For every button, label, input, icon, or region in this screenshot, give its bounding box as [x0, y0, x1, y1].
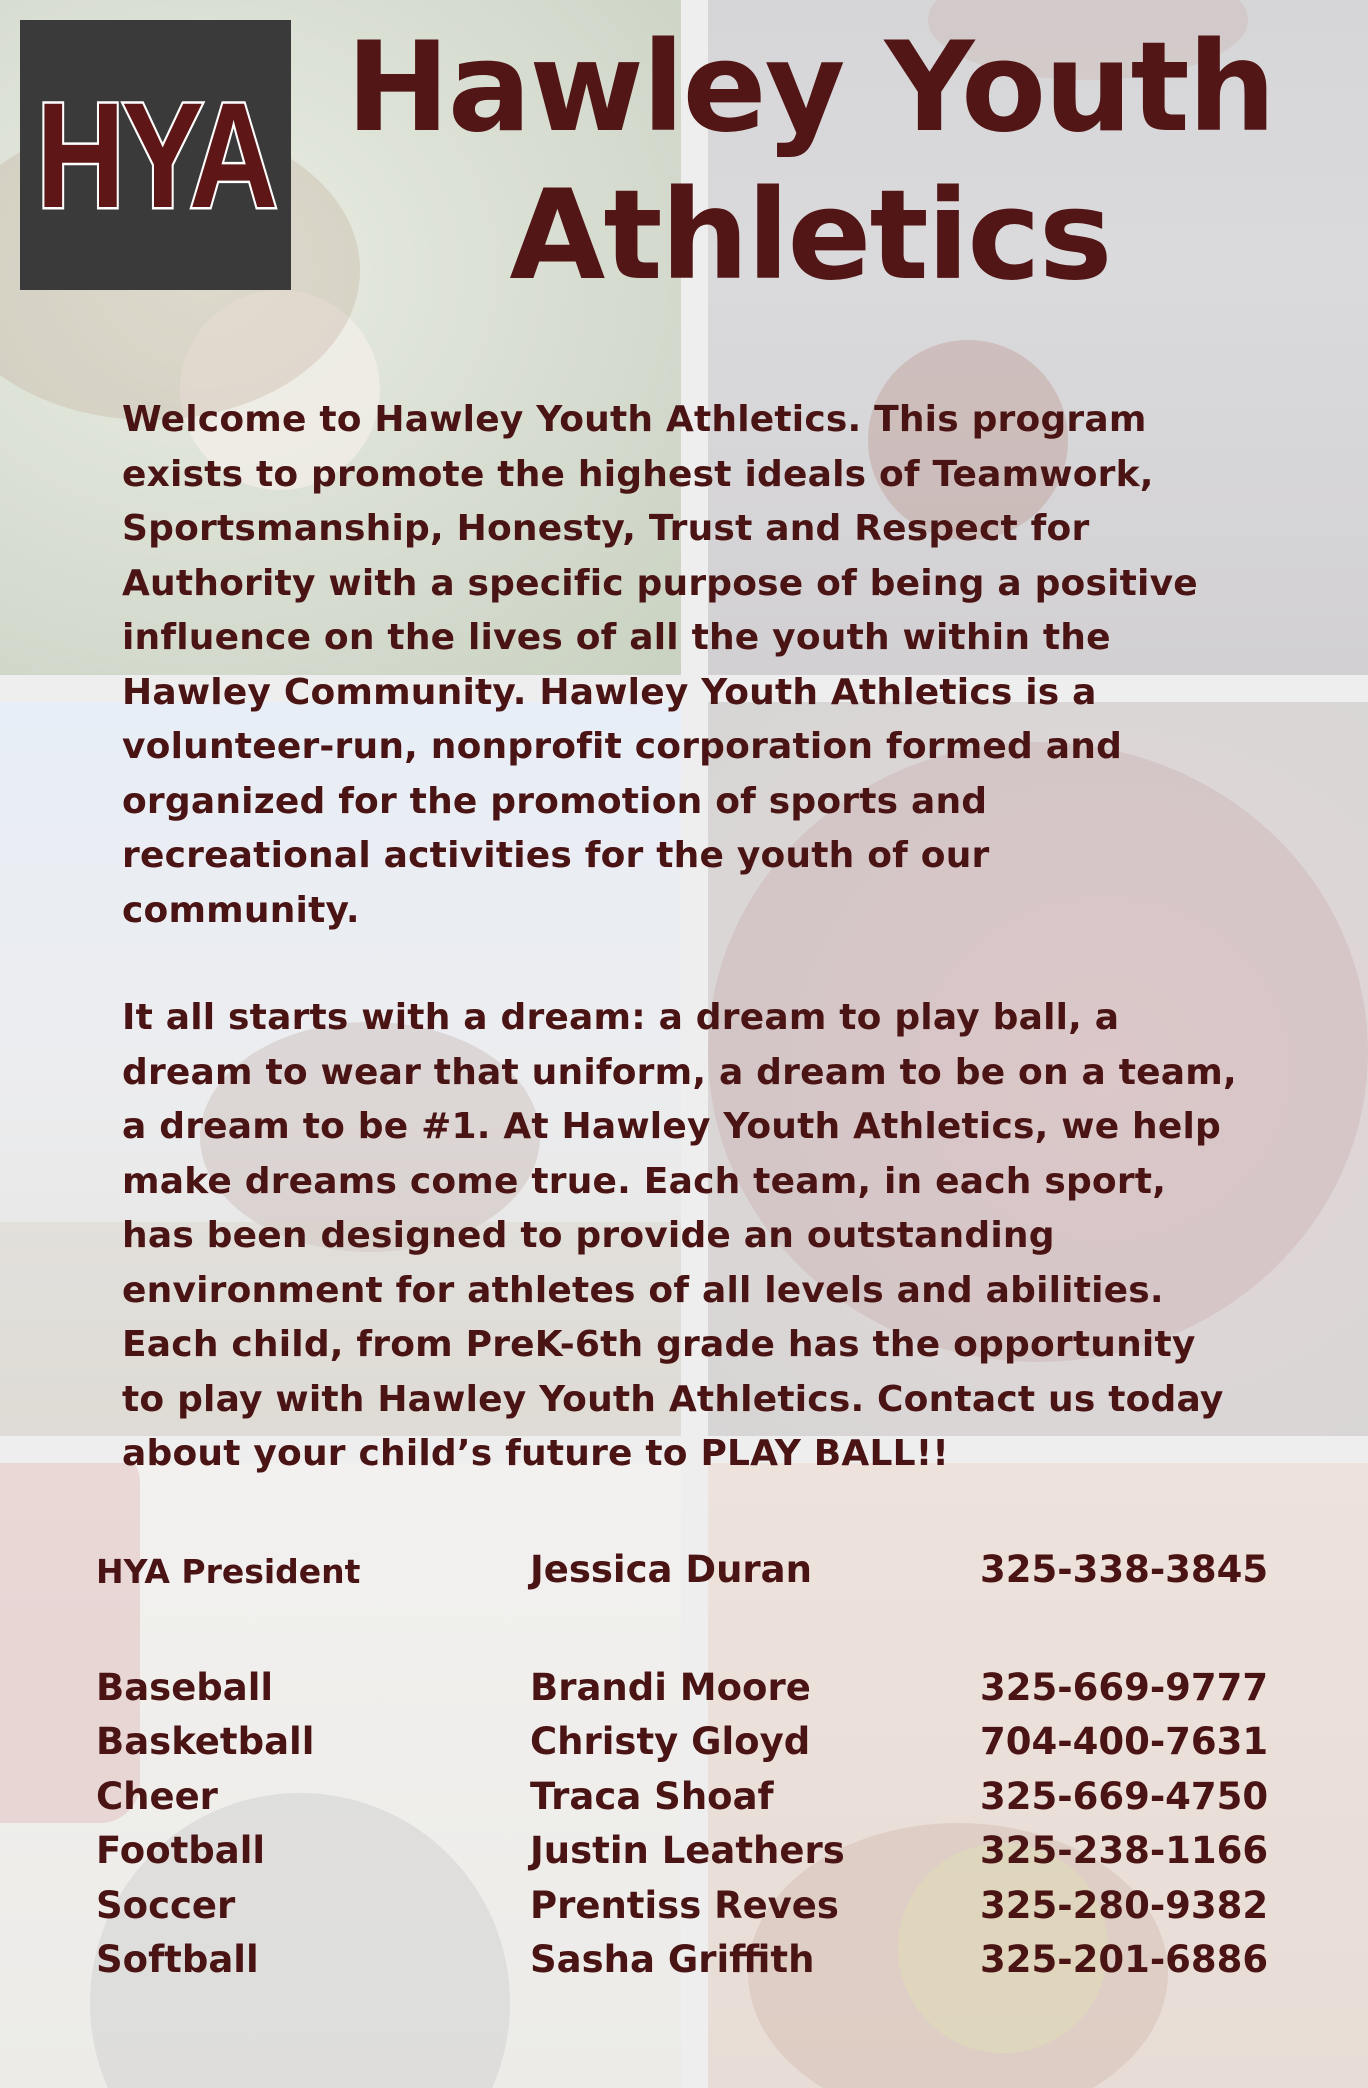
contact-phone: 325-338-3845 [980, 1548, 1269, 1591]
contact-role: HYA President [96, 1552, 361, 1591]
contact-sport: Softball [96, 1938, 259, 1981]
contact-sport: Baseball [96, 1665, 274, 1709]
contact-row-cheer [96, 1775, 1316, 1830]
contact-name: Sasha Griffith [530, 1938, 815, 1981]
intro-paragraph-dream: It all starts with a dream: a dream to play ball, a dream to wear that uniform, a dream to be on a team, a dream to be #1. At Hawley Youth Athletics, we help make dreams come true. Each team, in each sport, has been designed to provide an outstanding environment for athletes of all levels and abilities. Each child, from PreK-6th grade has the opportunity to play with Hawley Youth Athletics. Contact us today about your child’s future to PLAY BALL!! [122, 997, 1237, 1474]
contact-row-football [96, 1829, 1316, 1884]
intro-paragraph-welcome: Welcome to Hawley Youth Athletics. This program exists to promote the highest ideals of Teamwork, Sportsmanship, Honesty, Trust and Respect for Authority with a specific purpose of being a positive influence on the lives of all the youth within the Hawley Community. Hawley Youth Athletics is a volunteer-run, nonprofit corporation formed and organized for the promotion of sports and recreational activities for the youth of our community. [122, 399, 1198, 931]
contact-name: Justin Leathers [530, 1829, 845, 1872]
contact-phone: 325-238-1166 [980, 1829, 1269, 1872]
contact-name: Brandi Moore [530, 1665, 811, 1709]
contact-phone: 325-669-9777 [980, 1665, 1269, 1709]
title-line-2: Athletics [509, 164, 1111, 308]
page-title [340, 14, 1280, 310]
contact-row-president [96, 1548, 1316, 1603]
contact-row-baseball [96, 1666, 1316, 1721]
contact-name: Christy Gloyd [530, 1720, 811, 1763]
contact-phone: 325-201-6886 [980, 1938, 1269, 1981]
contact-sport: Football [96, 1829, 266, 1872]
contact-sport: Cheer [96, 1774, 218, 1818]
contact-row-basketball [96, 1720, 1316, 1775]
contact-sport: Basketball [96, 1720, 315, 1763]
title-line-1: Hawley Youth [345, 16, 1275, 160]
logo-text: HYA [36, 70, 275, 239]
contact-name: Traca Shoaf [530, 1774, 774, 1818]
hya-logo [20, 20, 291, 290]
contact-phone: 325-280-9382 [980, 1883, 1269, 1927]
contact-list [96, 1548, 1316, 1993]
contact-name: Prentiss Reves [530, 1883, 839, 1927]
contact-sport: Soccer [96, 1883, 236, 1927]
contact-phone: 325-669-4750 [980, 1774, 1269, 1818]
contact-phone: 704-400-7631 [980, 1720, 1269, 1763]
contact-row-softball [96, 1938, 1316, 1993]
contact-row-soccer [96, 1884, 1316, 1939]
contact-name: Jessica Duran [530, 1548, 812, 1591]
